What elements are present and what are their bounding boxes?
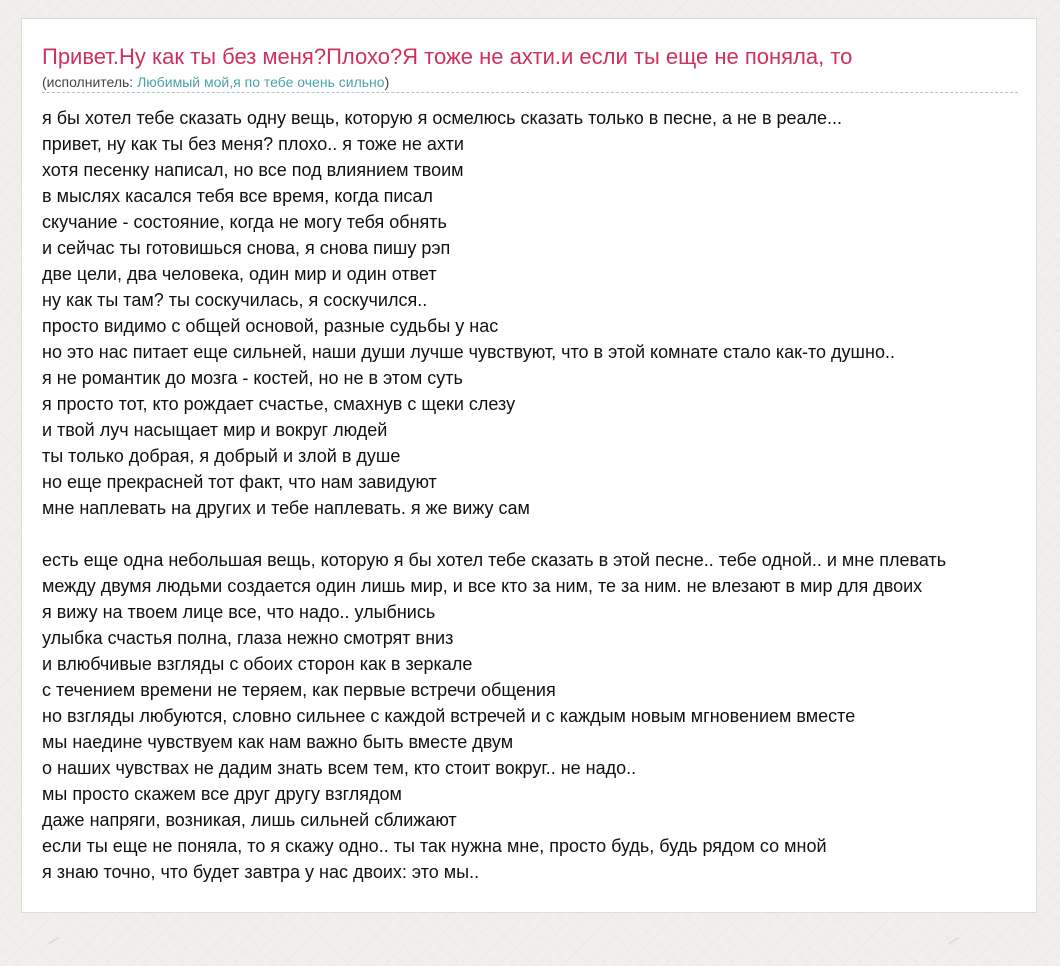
lyric-line: в мыслях касался тебя все время, когда писал: [42, 186, 433, 206]
lyric-line: есть еще одна небольшая вещь, которую я бы хотел тебе сказать в этой песне.. тебе одной.. и мне плевать: [42, 550, 947, 570]
lyric-line: я вижу на твоем лице все, что надо.. улыбнись: [42, 602, 436, 622]
lyric-line: просто видимо с общей основой, разные судьбы у нас: [42, 316, 499, 336]
lyric-line: ты только добрая, я добрый и злой в душе: [42, 446, 401, 466]
lyric-line: я бы хотел тебе сказать одну вещь, которую я осмелюсь сказать только в песне, а не в реале...: [42, 108, 843, 128]
lyric-line: ну как ты там? ты соскучилась, я соскучился..: [42, 290, 428, 310]
lyric-line: улыбка счастья полна, глаза нежно смотрят вниз: [42, 628, 454, 648]
lyric-line: и сейчас ты готовишься снова, я снова пишу рэп: [42, 238, 451, 258]
artist-link[interactable]: Любимый мой,я по тебе очень сильно: [137, 74, 385, 90]
lyric-line: с течением времени не теряем, как первые встречи общения: [42, 680, 556, 700]
lyric-line: но взгляды любуются, словно сильнее с каждой встречей и с каждым новым мгновением вместе: [42, 706, 856, 726]
title-divider: [42, 92, 1018, 93]
lyric-line: скучание - состояние, когда не могу тебя обнять: [42, 212, 447, 232]
background-dash: [949, 937, 960, 944]
lyric-line: я не романтик до мозга - костей, но не в этом суть: [42, 368, 463, 388]
lyric-line: и твой луч насыщает мир и вокруг людей: [42, 420, 388, 440]
lyric-line: даже напряги, возникая, лишь сильней сближают: [42, 810, 457, 830]
lyrics-card: [21, 18, 1037, 913]
lyrics-body: [42, 105, 1037, 885]
lyric-line: мы просто скажем все друг другу взглядом: [42, 784, 402, 804]
lyric-line: но еще прекрасней тот факт, что нам завидуют: [42, 472, 437, 492]
song-title: Привет.Ну как ты без меня?Плохо?Я тоже не ахти.и если ты еще не поняла, то: [42, 44, 853, 69]
lyric-line: между двумя людьми создается один лишь мир, и все кто за ним, те за ним. не влезают в мир для двоих: [42, 576, 923, 596]
lyric-line: мне наплевать на других и тебе наплевать. я же вижу сам: [42, 498, 530, 518]
lyric-line: и влюбчивые взгляды с обоих сторон как в зеркале: [42, 654, 473, 674]
lyric-line: две цели, два человека, один мир и один ответ: [42, 264, 437, 284]
artist-label: (исполнитель:: [42, 74, 138, 90]
lyric-line: привет, ну как ты без меня? плохо.. я тоже не ахти: [42, 134, 464, 154]
artist-line: [42, 73, 389, 91]
lyric-line: я знаю точно, что будет завтра у нас двоих: это мы..: [42, 862, 480, 882]
lyric-line: но это нас питает еще сильней, наши души лучше чувствуют, что в этой комнате стало как-то душно..: [42, 342, 895, 362]
lyric-line: о наших чувствах не дадим знать всем тем, кто стоит вокруг.. не надо..: [42, 758, 637, 778]
lyric-line: если ты еще не поняла, то я скажу одно.. ты так нужна мне, просто будь, будь рядом со мной: [42, 836, 827, 856]
background-dash: [49, 937, 60, 944]
lyric-line: я просто тот, кто рождает счастье, смахнув с щеки слезу: [42, 394, 516, 414]
stanza-gap: [42, 521, 1037, 547]
lyric-line: хотя песенку написал, но все под влиянием твоим: [42, 160, 464, 180]
artist-label-close: ): [384, 74, 390, 90]
lyric-line: мы наедине чувствуем как нам важно быть вместе двум: [42, 732, 514, 752]
